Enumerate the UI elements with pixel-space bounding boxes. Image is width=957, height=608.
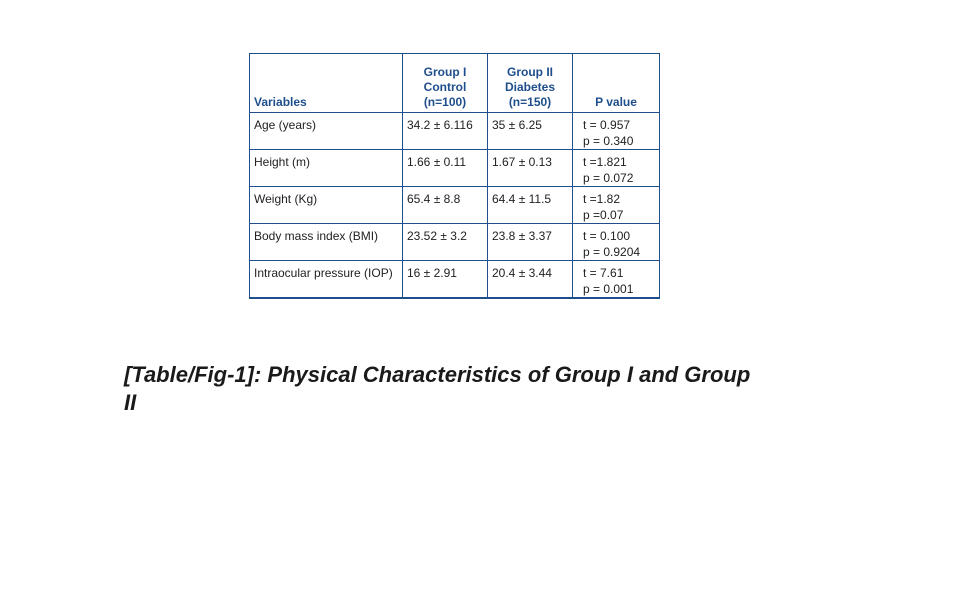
table-header-row [250,54,660,113]
cell-p-stat: p = 0.9204 [583,245,641,259]
table-row [250,150,660,187]
header-group-1-line-1: Group I [423,65,467,79]
cell-variable: Weight (Kg) [250,187,403,224]
cell-p-value [573,187,660,224]
cell-group-2: 64.4 ± 11.5 [488,187,573,224]
cell-t-stat: t = 0.100 [583,229,631,243]
header-group-1-line-2: Control [423,80,467,94]
header-group-2-line-2: Diabetes [504,80,556,94]
header-group-1-line-3: (n=100) [423,95,467,109]
cell-variable: Height (m) [250,150,403,187]
cell-p-stat: p =0.07 [583,208,624,222]
cell-variable: Age (years) [250,113,403,150]
characteristics-table [249,53,660,299]
cell-p-value [573,224,660,261]
header-group-2-line-1: Group II [507,65,553,79]
cell-group-1: 34.2 ± 6.116 [403,113,488,150]
table-row [250,187,660,224]
cell-variable: Body mass index (BMI) [250,224,403,261]
cell-p-value [573,150,660,187]
header-group-2 [488,54,573,113]
cell-t-stat: t =1.821 [583,155,627,169]
cell-p-stat: p = 0.072 [583,171,634,185]
header-group-2-line-3: (n=150) [508,95,552,109]
cell-p-value [573,261,660,299]
cell-t-stat: t = 0.957 [583,118,631,132]
table-row [250,224,660,261]
cell-group-1: 65.4 ± 8.8 [403,187,488,224]
cell-group-1: 23.52 ± 3.2 [403,224,488,261]
cell-group-2: 35 ± 6.25 [488,113,573,150]
cell-t-stat: t =1.82 [583,192,621,206]
cell-group-1: 1.66 ± 0.11 [403,150,488,187]
cell-t-stat: t = 7.61 [583,266,624,280]
header-variables: Variables [250,54,403,113]
table-row [250,261,660,299]
header-group-1 [403,54,488,113]
figure-caption: [Table/Fig-1]: Physical Characteristics of Group I and Group II [124,362,751,415]
table-row [250,113,660,150]
cell-p-value [573,113,660,150]
cell-p-stat: p = 0.001 [583,282,634,296]
cell-group-2: 1.67 ± 0.13 [488,150,573,187]
characteristics-table-container [249,53,659,299]
cell-group-2: 20.4 ± 3.44 [488,261,573,299]
cell-group-2: 23.8 ± 3.37 [488,224,573,261]
cell-variable: Intraocular pressure (IOP) [250,261,403,299]
cell-p-stat: p = 0.340 [583,134,634,148]
cell-group-1: 16 ± 2.91 [403,261,488,299]
header-p-value: P value [573,54,660,113]
